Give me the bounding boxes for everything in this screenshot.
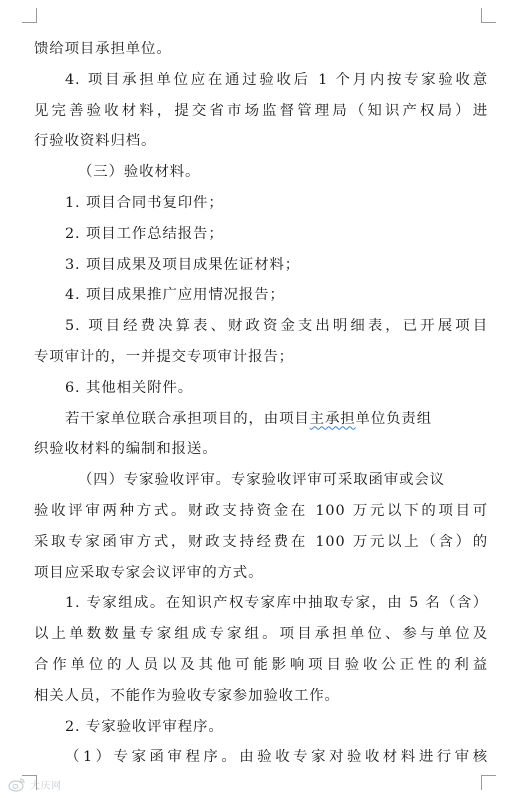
text-line: 以上单数数量专家组成专家组。项目承担单位、参与单位及 xyxy=(34,626,488,643)
document-body xyxy=(34,34,488,773)
text-line: 见完善验收材料，提交省市场监督管理局（知识产权局）进 xyxy=(34,102,488,119)
watermark-text: 大庆网 xyxy=(30,781,62,792)
section-heading: （三）验收材料。 xyxy=(78,164,201,181)
watermark xyxy=(8,777,62,792)
text-line: 4. 项目承担单位应在通过验收后 1 个月内按专家验收意 xyxy=(65,71,488,88)
weibo-logo-icon xyxy=(8,777,26,792)
text-line: 合作单位的人员以及其他可能影响项目验收公正性的利益 xyxy=(34,656,488,673)
text-segment: 单位负责组 xyxy=(355,410,432,427)
text-line: 项目应采取专家会议评审的方式。 xyxy=(34,564,264,581)
text-line: （1）专家函审程序。由验收专家对验收材料进行审核 xyxy=(65,749,488,766)
text-line: 织验收材料的编制和报送。 xyxy=(34,441,218,458)
spellcheck-underlined-word: 主承担 xyxy=(309,410,356,427)
text-line: 2. 专家验收评审程序。 xyxy=(65,718,224,735)
text-line: 1. 项目合同书复印件； xyxy=(65,194,224,211)
text-line-with-underline xyxy=(34,404,488,435)
text-segment: 若干家单位联合承担项目的，由项目 xyxy=(65,410,310,427)
text-line: 验收评审两种方式。财政支持资金在 100 万元以下的项目可 xyxy=(34,502,488,519)
crop-mark-top-right xyxy=(481,8,496,23)
text-line: 3. 项目成果及项目成果佐证材料； xyxy=(65,256,301,273)
text-line: 馈给项目承担单位。 xyxy=(34,41,172,57)
text-line: 4. 项目成果推广应用情况报告； xyxy=(65,287,285,304)
text-line: 专项审计的，一并提交专项审计报告； xyxy=(34,348,294,365)
text-line: 1. 专家组成。在知识产权专家库中抽取专家，由 5 名（含） xyxy=(65,595,488,612)
text-line: 采取专家函审方式，财政支持经费在 100 万元以上（含）的 xyxy=(34,533,488,550)
text-line: 行验收资料归档。 xyxy=(34,133,157,150)
crop-mark-top-left xyxy=(22,8,37,23)
text-line: 5. 项目经费决算表、财政资金支出明细表，已开展项目 xyxy=(65,318,488,335)
section-heading: （四）专家验收评审。专家验收评审可采取函审或会议 xyxy=(78,472,445,489)
text-line: 6. 其他相关附件。 xyxy=(65,379,194,396)
crop-mark-bottom-right xyxy=(481,775,496,790)
text-line: 相关人员，不能作为验收专家参加验收工作。 xyxy=(34,687,340,704)
text-line: 2. 项目工作总结报告； xyxy=(65,225,224,242)
